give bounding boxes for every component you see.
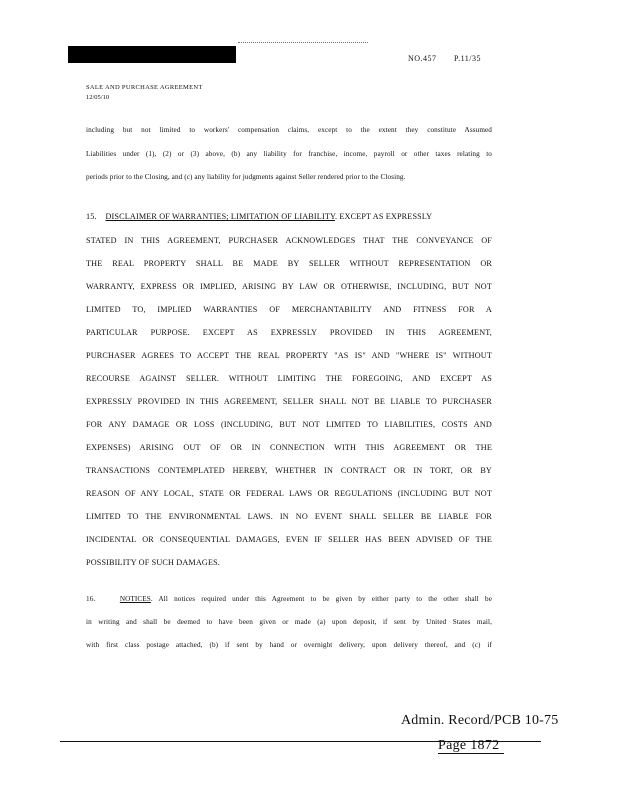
redaction-bar xyxy=(68,46,236,63)
section-line: POSSIBILITY OF SUCH DAMAGES. xyxy=(86,558,221,567)
document-date: 12/05/10 xyxy=(86,94,110,101)
section-line: STATED IN THIS AGREEMENT, PURCHASER ACKNOWLEDGES THAT THE CONVEYANCE OF xyxy=(86,236,492,245)
section-number: 15. xyxy=(86,212,97,221)
section-text: . EXCEPT AS EXPRESSLY xyxy=(334,212,433,221)
section-line: RECOURSE AGAINST SELLER. WITHOUT LIMITING THE FOREGOING, AND EXCEPT AS xyxy=(86,374,492,383)
section-16-first-line xyxy=(86,595,492,603)
page-number: Page 1872 xyxy=(438,738,500,753)
fax-header-line xyxy=(238,42,368,43)
section-heading: NOTICES xyxy=(119,595,151,603)
paragraph-line: Liabilities under (1), (2) or (3) above, (b) any liability for franchise, income, payroll or other taxes relating to xyxy=(86,150,492,158)
section-line: PURCHASER AGREES TO ACCEPT THE REAL PROPERTY "AS IS" AND "WHERE IS" WITHOUT xyxy=(86,351,492,360)
section-heading: DISCLAIMER OF WARRANTIES; LIMITATION OF LIABILITY xyxy=(105,212,335,221)
section-line: EXPRESSLY PROVIDED IN THIS AGREEMENT, SELLER SHALL NOT BE LIABLE TO PURCHASER xyxy=(86,397,492,406)
section-line: PARTICULAR PURPOSE. EXCEPT AS EXPRESSLY PROVIDED IN THIS AGREEMENT, xyxy=(86,328,492,337)
document-title: SALE AND PURCHASE AGREEMENT xyxy=(86,84,203,91)
section-line: LIMITED TO, IMPLIED WARRANTIES OF MERCHANTABILITY AND FITNESS FOR A xyxy=(86,305,492,314)
section-line: in writing and shall be deemed to have been given or made (a) upon deposit, if sent by United States mail, xyxy=(86,618,492,626)
section-text: . All notices required under this Agreement to be given by either party to the other shall be xyxy=(150,595,492,603)
section-line: LIMITED TO THE ENVIRONMENTAL LAWS. IN NO EVENT SHALL SELLER BE LIABLE FOR xyxy=(86,512,492,521)
fax-number: NO.457 xyxy=(408,54,437,63)
paragraph-line: including but not limited to workers' compensation claims, except to the extent they constitute Assumed xyxy=(86,126,492,134)
section-line: with first class postage attached, (b) if sent by hand or overnight delivery, upon delivery thereof, and (c) if xyxy=(86,641,492,649)
section-15-first-line xyxy=(86,212,492,221)
section-line: TRANSACTIONS CONTEMPLATED HEREBY, WHETHER IN CONTRACT OR IN TORT, OR BY xyxy=(86,466,492,475)
section-line: EXPENSES) ARISING OUT OF OR IN CONNECTION WITH THIS AGREEMENT OR THE xyxy=(86,443,492,452)
section-line: THE REAL PROPERTY SHALL BE MADE BY SELLER WITHOUT REPRESENTATION OR xyxy=(86,259,492,268)
section-line: FOR ANY DAMAGE OR LOSS (INCLUDING, BUT NOT LIMITED TO LIABILITIES, COSTS AND xyxy=(86,420,492,429)
section-line: WARRANTY, EXPRESS OR IMPLIED, ARISING BY LAW OR OTHERWISE, INCLUDING, BUT NOT xyxy=(86,282,492,291)
section-line: INCIDENTAL OR CONSEQUENTIAL DAMAGES, EVEN IF SELLER HAS BEEN ADVISED OF THE xyxy=(86,535,492,544)
section-number: 16. xyxy=(86,595,96,603)
page-number-underline xyxy=(438,753,504,754)
admin-record-stamp: Admin. Record/PCB 10-75 xyxy=(401,713,559,728)
paragraph-line: periods prior to the Closing, and (c) any liability for judgments against Seller rendered prior to the Closing. xyxy=(86,173,406,181)
section-line: REASON OF ANY LOCAL, STATE OR FEDERAL LAWS OR REGULATIONS (INCLUDING BUT NOT xyxy=(86,489,492,498)
fax-page-count: P.11/35 xyxy=(454,54,481,63)
